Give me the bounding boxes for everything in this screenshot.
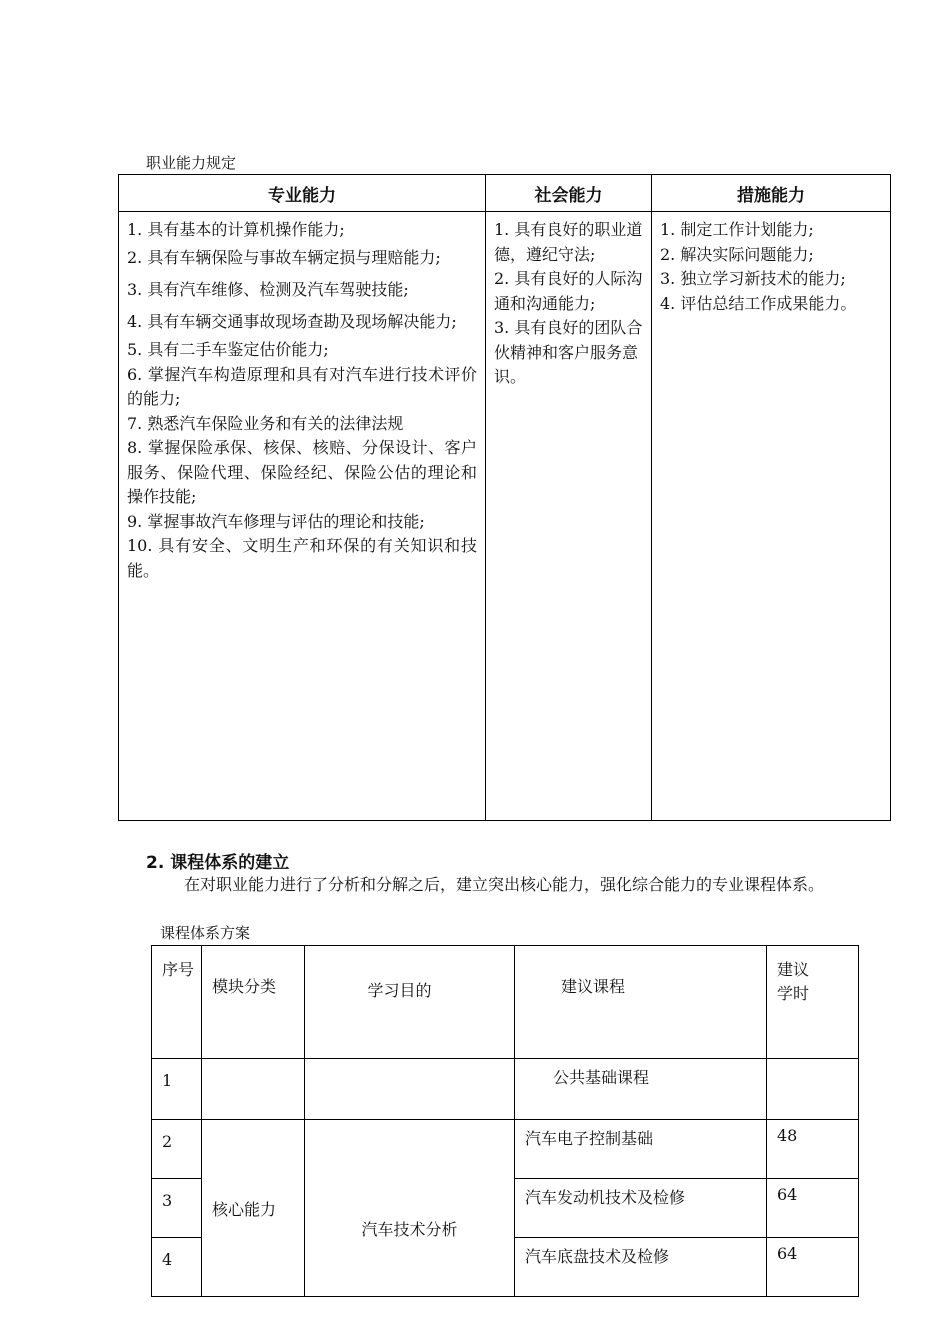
- list-item: 9. 掌握事故汽车修理与评估的理论和技能;: [127, 511, 425, 531]
- list-item: 1. 具有良好的职业道德，遵纪守法;: [494, 220, 643, 264]
- row-module: [202, 1059, 305, 1120]
- row-seq: 2: [152, 1120, 202, 1179]
- list-item: 4. 具有车辆交通事故现场查勘及现场解决能力;: [127, 312, 457, 331]
- method-abilities: [652, 212, 891, 821]
- row-seq: 3: [152, 1179, 202, 1238]
- list-item: 3. 具有汽车维修、检测及汽车驾驶技能;: [127, 280, 409, 299]
- row-course: 汽车电子控制基础: [515, 1120, 767, 1179]
- list-item: 7. 熟悉汽车保险业务和有关的法律法规: [127, 413, 404, 433]
- professional-abilities: [119, 212, 486, 821]
- ability-table: [118, 174, 891, 821]
- list-item: 2. 具有车辆保险与事故车辆定损与理赔能力;: [127, 248, 441, 267]
- section-title: 2. 课程体系的建立: [146, 853, 290, 873]
- header-hours: 建议学时: [767, 946, 859, 1059]
- header-social: 社会能力: [486, 175, 652, 212]
- header-professional: 专业能力: [119, 175, 486, 212]
- section-paragraph: 在对职业能力进行了分析和分解之后，建立突出核心能力，强化综合能力的专业课程体系。: [184, 875, 825, 894]
- list-item: 10. 具有安全、文明生产和环保的有关知识和技能。: [127, 536, 477, 580]
- core-goal-cell: 汽车技术分析: [305, 1120, 515, 1297]
- row-course: 汽车底盘技术及检修: [515, 1238, 767, 1297]
- ability-table-body: [119, 212, 891, 821]
- row-hours: [767, 1059, 859, 1120]
- row-course: 汽车发动机技术及检修: [515, 1179, 767, 1238]
- table-row: [152, 1120, 859, 1179]
- list-item: 2. 具有良好的人际沟通和沟通能力;: [494, 269, 643, 313]
- header-course: 建议课程: [515, 946, 767, 1059]
- list-item: 8. 掌握保险承保、核保、核赔、分保设计、客户服务、保险代理、保险经纪、保险公估的理论和操作技能;: [127, 438, 477, 506]
- row-seq: 4: [152, 1238, 202, 1297]
- course-table-header: [152, 946, 859, 1059]
- row-hours: 64: [767, 1179, 859, 1238]
- row-hours: 48: [767, 1120, 859, 1179]
- ability-table-header: [119, 175, 891, 212]
- list-item: 5. 具有二手车鉴定估价能力;: [127, 340, 329, 359]
- list-item: 2. 解决实际问题能力;: [660, 244, 814, 264]
- list-item: 1. 制定工作计划能力;: [660, 220, 814, 239]
- course-table: [151, 945, 859, 1297]
- row-seq: 1: [152, 1059, 202, 1120]
- list-item: 3. 独立学习新技术的能力;: [660, 269, 846, 288]
- header-seq: 序号: [152, 946, 202, 1059]
- header-module: 模块分类: [202, 946, 305, 1059]
- list-item: 1. 具有基本的计算机操作能力;: [127, 220, 345, 239]
- header-goal: 学习目的: [305, 946, 515, 1059]
- core-module-cell: 核心能力: [202, 1120, 305, 1297]
- list-item: 3. 具有良好的团队合伙精神和客户服务意识。: [494, 318, 643, 386]
- social-abilities: [486, 212, 652, 821]
- row-goal: [305, 1059, 515, 1120]
- header-method: 措施能力: [652, 175, 891, 212]
- row-course: 公共基础课程: [515, 1059, 767, 1120]
- table-row: [152, 1059, 859, 1120]
- list-item: 6. 掌握汽车构造原理和具有对汽车进行技术评价的能力;: [127, 364, 477, 408]
- list-item: 4. 评估总结工作成果能力。: [660, 293, 857, 313]
- table2-caption: 课程体系方案: [160, 924, 251, 942]
- table1-caption: 职业能力规定: [146, 154, 237, 172]
- row-hours: 64: [767, 1238, 859, 1297]
